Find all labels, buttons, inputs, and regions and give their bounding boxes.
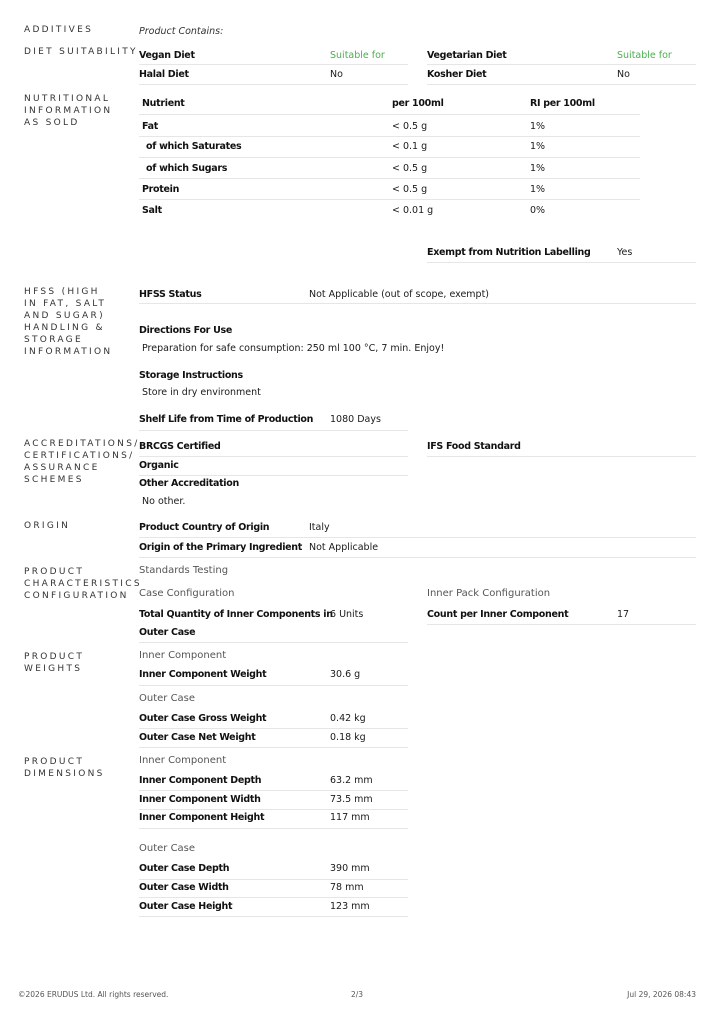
storage-instructions-label: Storage Instructions <box>139 370 243 381</box>
primary-ingredient-origin-label: Origin of the Primary Ingredient <box>139 542 302 553</box>
divider <box>139 114 640 115</box>
brcgs-certified: BRCGS Certified <box>139 441 221 452</box>
outer-net-weight-value: 0.18 kg <box>330 732 366 743</box>
product-contains: Product Contains: <box>139 26 224 37</box>
divider <box>139 136 640 137</box>
outer-height-value: 123 mm <box>330 901 370 912</box>
section-hfss-handling-storage: HFSS (HIGH IN FAT, SALT AND SUGAR) HANDLING & STORAGE INFORMATION <box>24 287 113 357</box>
shelf-life-label: Shelf Life from Time of Production <box>139 414 314 425</box>
section-diet-suitability: DIET SUITABILITY <box>24 47 138 57</box>
standards-testing-heading: Standards Testing <box>139 565 229 576</box>
section-origin: ORIGIN <box>24 521 71 531</box>
divider <box>139 557 696 558</box>
case-configuration-heading: Case Configuration <box>139 588 235 599</box>
divider <box>139 642 408 643</box>
divider <box>139 685 408 686</box>
divider <box>139 828 408 829</box>
nutrient-per-100ml: < 0.5 g <box>392 163 428 174</box>
divider <box>139 199 640 200</box>
vegetarian-diet-value: Suitable for <box>617 50 672 61</box>
divider <box>139 790 408 791</box>
footer-copyright: ©2026 ERUDUS Ltd. All rights reserved. <box>18 990 169 999</box>
divider <box>139 728 408 729</box>
inner-pack-configuration-heading: Inner Pack Configuration <box>427 588 551 599</box>
directions-for-use-label: Directions For Use <box>139 325 232 336</box>
nutrient-name: of which Saturates <box>146 141 242 152</box>
nutrient-ri: 1% <box>530 163 546 174</box>
nutrient-ri: 0% <box>530 205 546 216</box>
section-additives: ADDITIVES <box>24 25 94 35</box>
divider <box>139 178 640 179</box>
outer-gross-weight-value: 0.42 kg <box>330 713 366 724</box>
exempt-nutrition-value: Yes <box>617 247 633 258</box>
outer-depth-label: Outer Case Depth <box>139 863 230 874</box>
inner-component-weight-value: 30.6 g <box>330 669 361 680</box>
divider <box>139 303 696 304</box>
nutrient-name: Fat <box>142 121 158 132</box>
outer-gross-weight-label: Outer Case Gross Weight <box>139 713 267 724</box>
hfss-status-value: Not Applicable (out of scope, exempt) <box>309 289 490 300</box>
storage-instructions-value: Store in dry environment <box>142 387 261 398</box>
other-accreditation-value: No other. <box>142 496 186 507</box>
count-per-inner-label: Count per Inner Component <box>427 609 569 620</box>
vegetarian-diet-label: Vegetarian Diet <box>427 50 507 61</box>
weights-outer-heading: Outer Case <box>139 693 196 704</box>
dimensions-inner-heading: Inner Component <box>139 755 227 766</box>
footer-page-number: 2/3 <box>351 990 364 999</box>
divider <box>427 262 696 263</box>
divider <box>427 64 696 65</box>
divider <box>139 84 408 85</box>
divider <box>427 84 696 85</box>
total-quantity-label-line2: Outer Case <box>139 627 196 638</box>
nutrient-name: Salt <box>142 205 162 216</box>
exempt-nutrition-label: Exempt from Nutrition Labelling <box>427 247 591 258</box>
nutrient-ri: 1% <box>530 121 546 132</box>
vegan-diet-value: Suitable for <box>330 50 385 61</box>
divider <box>139 430 408 431</box>
count-per-inner-value: 17 <box>617 609 630 620</box>
divider <box>139 897 408 898</box>
outer-width-value: 78 mm <box>330 882 364 893</box>
outer-net-weight-label: Outer Case Net Weight <box>139 732 256 743</box>
other-accreditation-label: Other Accreditation <box>139 478 239 489</box>
vegan-diet-label: Vegan Diet <box>139 50 195 61</box>
kosher-diet-label: Kosher Diet <box>427 69 487 80</box>
outer-depth-value: 390 mm <box>330 863 370 874</box>
country-of-origin-value: Italy <box>309 522 330 533</box>
divider <box>427 456 696 457</box>
nutrient-ri: 1% <box>530 184 546 195</box>
inner-width-value: 73.5 mm <box>330 794 373 805</box>
outer-height-label: Outer Case Height <box>139 901 233 912</box>
section-product-weights: PRODUCT WEIGHTS <box>24 652 85 674</box>
ifs-food-standard: IFS Food Standard <box>427 441 521 452</box>
organic: Organic <box>139 460 179 471</box>
section-product-dimensions: PRODUCT DIMENSIONS <box>24 757 105 779</box>
nutrient-per-100ml: < 0.01 g <box>392 205 434 216</box>
inner-height-label: Inner Component Height <box>139 812 265 823</box>
inner-depth-value: 63.2 mm <box>330 775 373 786</box>
total-quantity-label-line1: Total Quantity of Inner Components in <box>139 609 333 620</box>
divider <box>139 537 696 538</box>
nutrition-header-nutrient: Nutrient <box>142 98 185 109</box>
divider <box>139 879 408 880</box>
hfss-status-label: HFSS Status <box>139 289 202 300</box>
inner-width-label: Inner Component Width <box>139 794 261 805</box>
footer-date: Jul 29, 2026 08:43 <box>627 990 696 999</box>
nutrient-name: Protein <box>142 184 180 195</box>
section-nutritional-information: NUTRITIONAL INFORMATION AS SOLD <box>24 94 113 128</box>
inner-component-weight-label: Inner Component Weight <box>139 669 267 680</box>
dimensions-outer-heading: Outer Case <box>139 843 196 854</box>
divider <box>139 809 408 810</box>
inner-height-value: 117 mm <box>330 812 370 823</box>
nutrient-name: of which Sugars <box>146 163 228 174</box>
divider <box>427 624 696 625</box>
inner-depth-label: Inner Component Depth <box>139 775 262 786</box>
kosher-diet-value: No <box>617 69 630 80</box>
divider <box>139 157 640 158</box>
divider <box>139 747 408 748</box>
divider <box>139 475 408 476</box>
total-quantity-value: 6 Units <box>330 609 364 620</box>
nutrition-header-ri: RI per 100ml <box>530 98 595 109</box>
nutrient-ri: 1% <box>530 141 546 152</box>
weights-inner-heading: Inner Component <box>139 650 227 661</box>
section-product-characteristics: PRODUCT CHARACTERISTICS CONFIGURATION <box>24 567 142 601</box>
nutrient-per-100ml: < 0.5 g <box>392 184 428 195</box>
country-of-origin-label: Product Country of Origin <box>139 522 270 533</box>
section-accreditations: ACCREDITATIONS/ CERTIFICATIONS/ ASSURANCE SCHEMES <box>24 439 140 485</box>
outer-width-label: Outer Case Width <box>139 882 229 893</box>
nutrient-per-100ml: < 0.5 g <box>392 121 428 132</box>
halal-diet-value: No <box>330 69 343 80</box>
halal-diet-label: Halal Diet <box>139 69 189 80</box>
nutrition-header-per-100ml: per 100ml <box>392 98 444 109</box>
divider <box>139 916 408 917</box>
nutrient-per-100ml: < 0.1 g <box>392 141 428 152</box>
primary-ingredient-origin-value: Not Applicable <box>309 542 379 553</box>
divider <box>139 64 408 65</box>
directions-for-use-value: Preparation for safe consumption: 250 ml 100 °C, 7 min. Enjoy! <box>142 343 445 354</box>
shelf-life-value: 1080 Days <box>330 414 381 425</box>
divider <box>139 456 408 457</box>
